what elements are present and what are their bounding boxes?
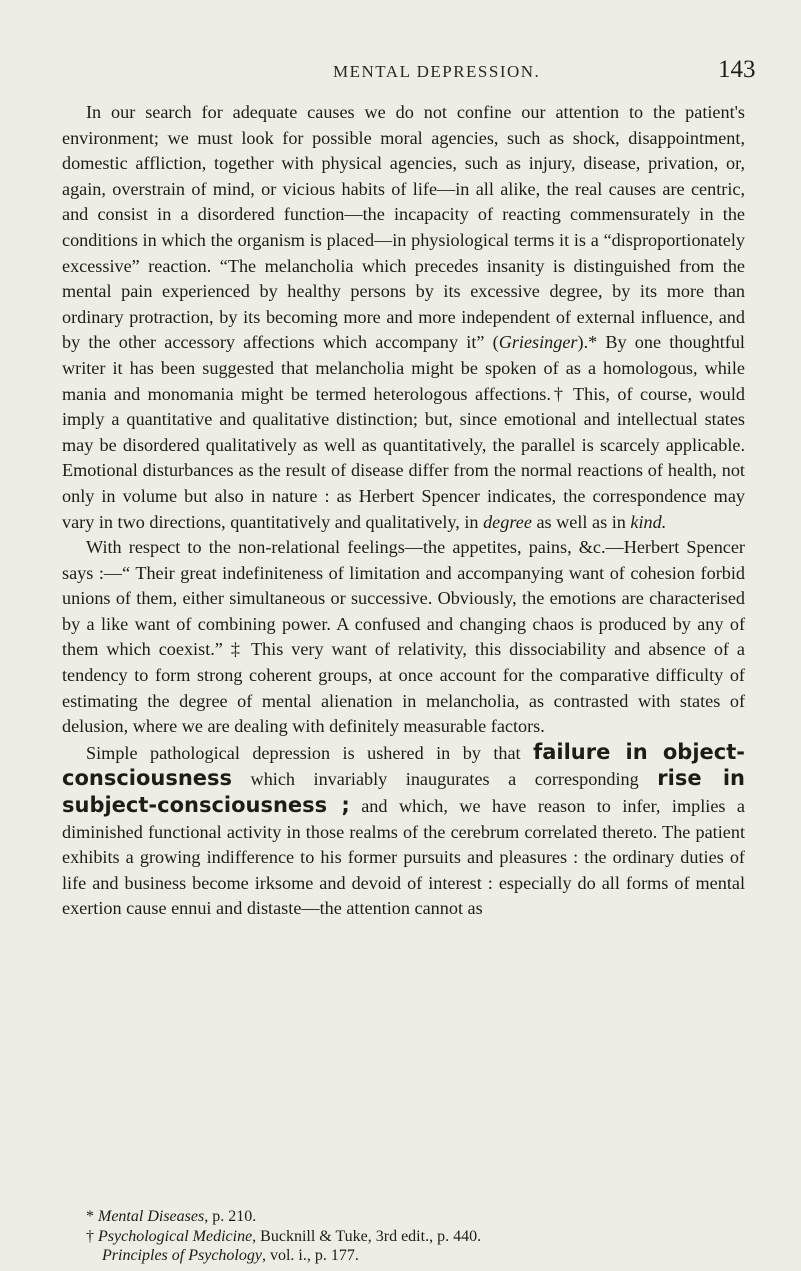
footnote-mark: * xyxy=(86,1208,98,1225)
footnote-title: Psychological Medicine xyxy=(98,1227,253,1245)
paragraph-2: With respect to the non-relational feelings—the appetites, pains, &c.—Herbert Spencer says :—“ Their great indefiniteness of limitation and accompanying want of cohesion forbid unions of them, either simultaneous or successive. Obviously, the emotions are characterised by a like want of combining power. A confused and changing chaos is produced by any of them which coexist.” ‡ This very want of relativity, this dissociability and absence of a tendency to form strong coherent groups, at once account for the comparative difficulty of estimating the degree of mental alienation in melancholia, as contrasted with states of delusion, where we are dealing with definitely measurable factors. xyxy=(62,537,745,737)
text-run: as well as in xyxy=(531,511,631,532)
footnote-1 xyxy=(62,1207,752,1227)
emphasis-object-consciousness: failure in object-consciousness xyxy=(62,739,745,791)
text-run: In our search for adequate causes we do not confine our attention to the patient's environment; we must look for possible moral agencies, such as shock, disappointment, domestic affliction, together with physical agencies, such as injury, disease, privation, or, again, overstrain of mind, or vicious habits of life—in all alike, the real causes are centric, and consist in a disordered function—the incapacity of reacting commensurately in the conditions in which the organism is placed—in physiological terms it is a “disproportionately excessive” reaction. “The melancholia which precedes insanity is distinguished from the mental pain experienced by healthy persons by its excessive degree, by its more than ordinary protraction, by its becoming more and more independent of external influence, and by the other accessory affections which accompany it” ( xyxy=(62,102,745,353)
footnote-title: Principles of Psychology xyxy=(102,1247,262,1264)
text-run: ).* By one thoughtful writer it has been suggested that melancholia might be spoken of as a homologous, while mania and monomania might be termed heterologous affections.† This, of course, would imply a quantitative and qualitative distinction; but, since emotional and intellectual states may be disordered qualitatively as well as quantitatively, the parallel is scarcely applicable. Emotional disturbances as the result of disease differ from the normal reactions of health, not only in volume but also in nature : as Herbert Spencer indicates, the correspondence may vary in two directions, quantitatively and qualitatively, in xyxy=(62,332,745,532)
text-run: and which, we have reason to infer, implies a diminished functional activity in those realms of the cerebrum correlated thereto. The patient exhibits a growing indifference to his former pursuits and pleasures : the ordinary duties of life and business become irksome and devoid of interest : especially do all forms of mental exertion cause ennui and distaste—the attention cannot as xyxy=(62,796,745,919)
body-text xyxy=(62,100,745,922)
footnote-text: , vol. i., p. 177. xyxy=(261,1247,359,1264)
italic-citation: Griesinger xyxy=(498,332,578,353)
italic-word: kind. xyxy=(630,511,667,532)
running-head: MENTAL DEPRESSION. xyxy=(333,62,541,81)
page-header xyxy=(0,56,801,96)
paragraph-3 xyxy=(62,740,745,922)
footnote-mark: † xyxy=(86,1227,98,1245)
text-run: Simple pathological depression is ushered in by that xyxy=(86,742,534,763)
italic-word: degree xyxy=(483,511,532,532)
footnote-text: , Bucknill & Tuke, 3rd edit., p. 440. xyxy=(252,1227,482,1245)
page-number: 143 xyxy=(718,56,756,83)
text-run: which invariably inaugurates a corresponding xyxy=(232,769,658,790)
footnote-3 xyxy=(62,1246,752,1266)
footnote-2 xyxy=(62,1227,752,1247)
footnotes xyxy=(62,1207,752,1266)
footnote-text: , p. 210. xyxy=(204,1208,257,1225)
paragraph-1 xyxy=(62,100,745,535)
emphasis-subject-consciousness: rise in subject-consciousness ; xyxy=(62,766,745,818)
footnote-title: Mental Diseases xyxy=(98,1208,205,1225)
